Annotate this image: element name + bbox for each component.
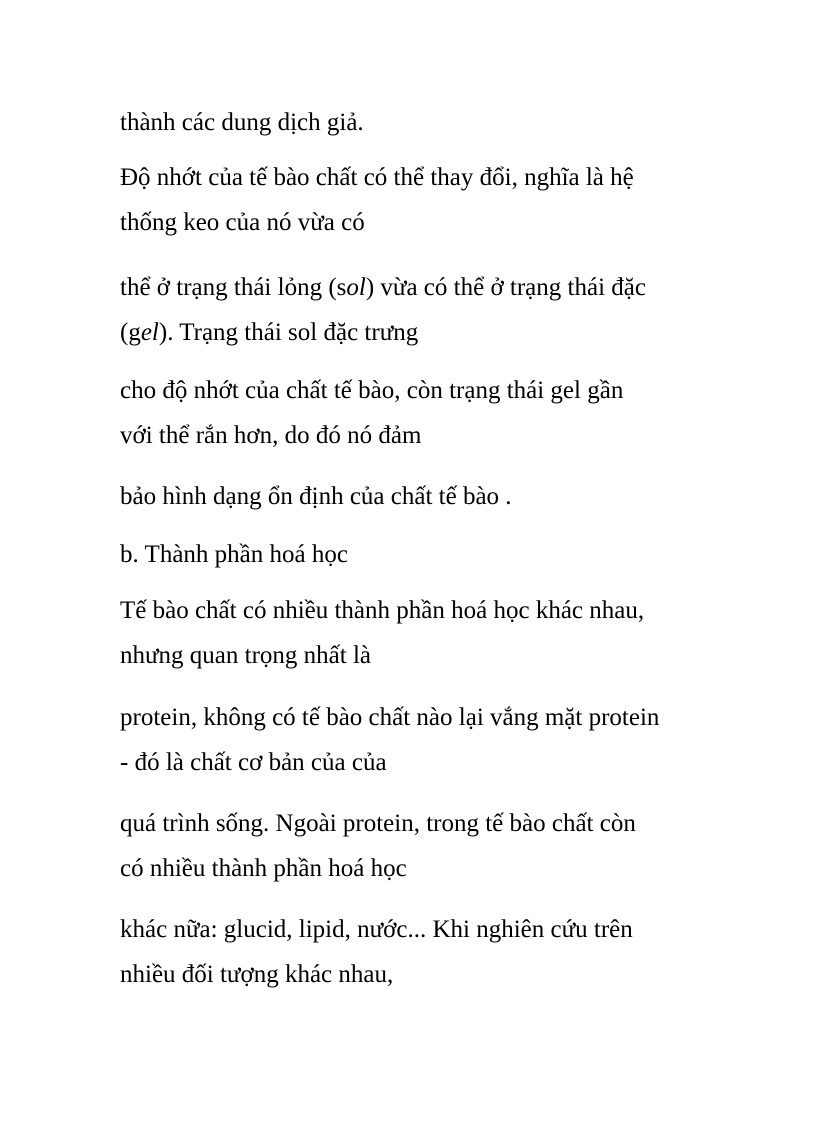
heading-text: b. Thành phần hoá học — [120, 541, 348, 568]
text-run: ) vừa có thể ở trạng thái đặc — [365, 274, 646, 301]
text-run: (g — [120, 319, 141, 346]
text-line: quá trình sống. Ngoài protein, trong tế bào chất còn — [120, 810, 636, 837]
italic-text-run: ol — [346, 274, 366, 301]
italic-text-run: el — [140, 319, 159, 346]
text-line: có nhiều thành phần hoá học — [120, 855, 407, 882]
text-line: Độ nhớt của tế bào chất có thể thay đổi, nghĩa là hệ — [120, 164, 634, 191]
paragraph-3 — [120, 265, 720, 355]
text-run: ). Trạng thái sol đặc trưng — [158, 319, 419, 346]
paragraph-1 — [120, 100, 720, 145]
text-line: Tế bào chất có nhiều thành phần hoá học khác nhau, — [120, 597, 645, 624]
text-run: thể ở trạng thái lỏng (s — [120, 274, 347, 301]
paragraph-7 — [120, 588, 720, 678]
paragraph-2 — [120, 155, 720, 245]
text-line — [120, 310, 720, 355]
text-line: thành các dung dịch giả. — [120, 109, 364, 136]
text-line: protein, không có tế bào chất nào lại vắng mặt protein — [120, 704, 660, 731]
text-line: nhiều đối tượng khác nhau, — [120, 961, 394, 988]
text-line: - đó là chất cơ bản của của — [120, 749, 387, 776]
section-heading — [120, 532, 720, 577]
text-line — [120, 265, 720, 310]
text-line: thống keo của nó vừa có — [120, 209, 365, 236]
paragraph-4 — [120, 368, 720, 458]
paragraph-9 — [120, 801, 720, 891]
text-line: khác nữa: glucid, lipid, nước... Khi nghiên cứu trên — [120, 916, 633, 943]
paragraph-10 — [120, 907, 720, 997]
paragraph-5 — [120, 474, 720, 519]
text-line: với thể rắn hơn, do đó nó đảm — [120, 422, 422, 449]
paragraph-8 — [120, 695, 720, 785]
text-line: nhưng quan trọng nhất là — [120, 642, 372, 669]
text-line: bảo hình dạng ổn định của chất tế bào . — [120, 483, 512, 510]
text-line: cho độ nhớt của chất tế bào, còn trạng thái gel gần — [120, 377, 624, 404]
